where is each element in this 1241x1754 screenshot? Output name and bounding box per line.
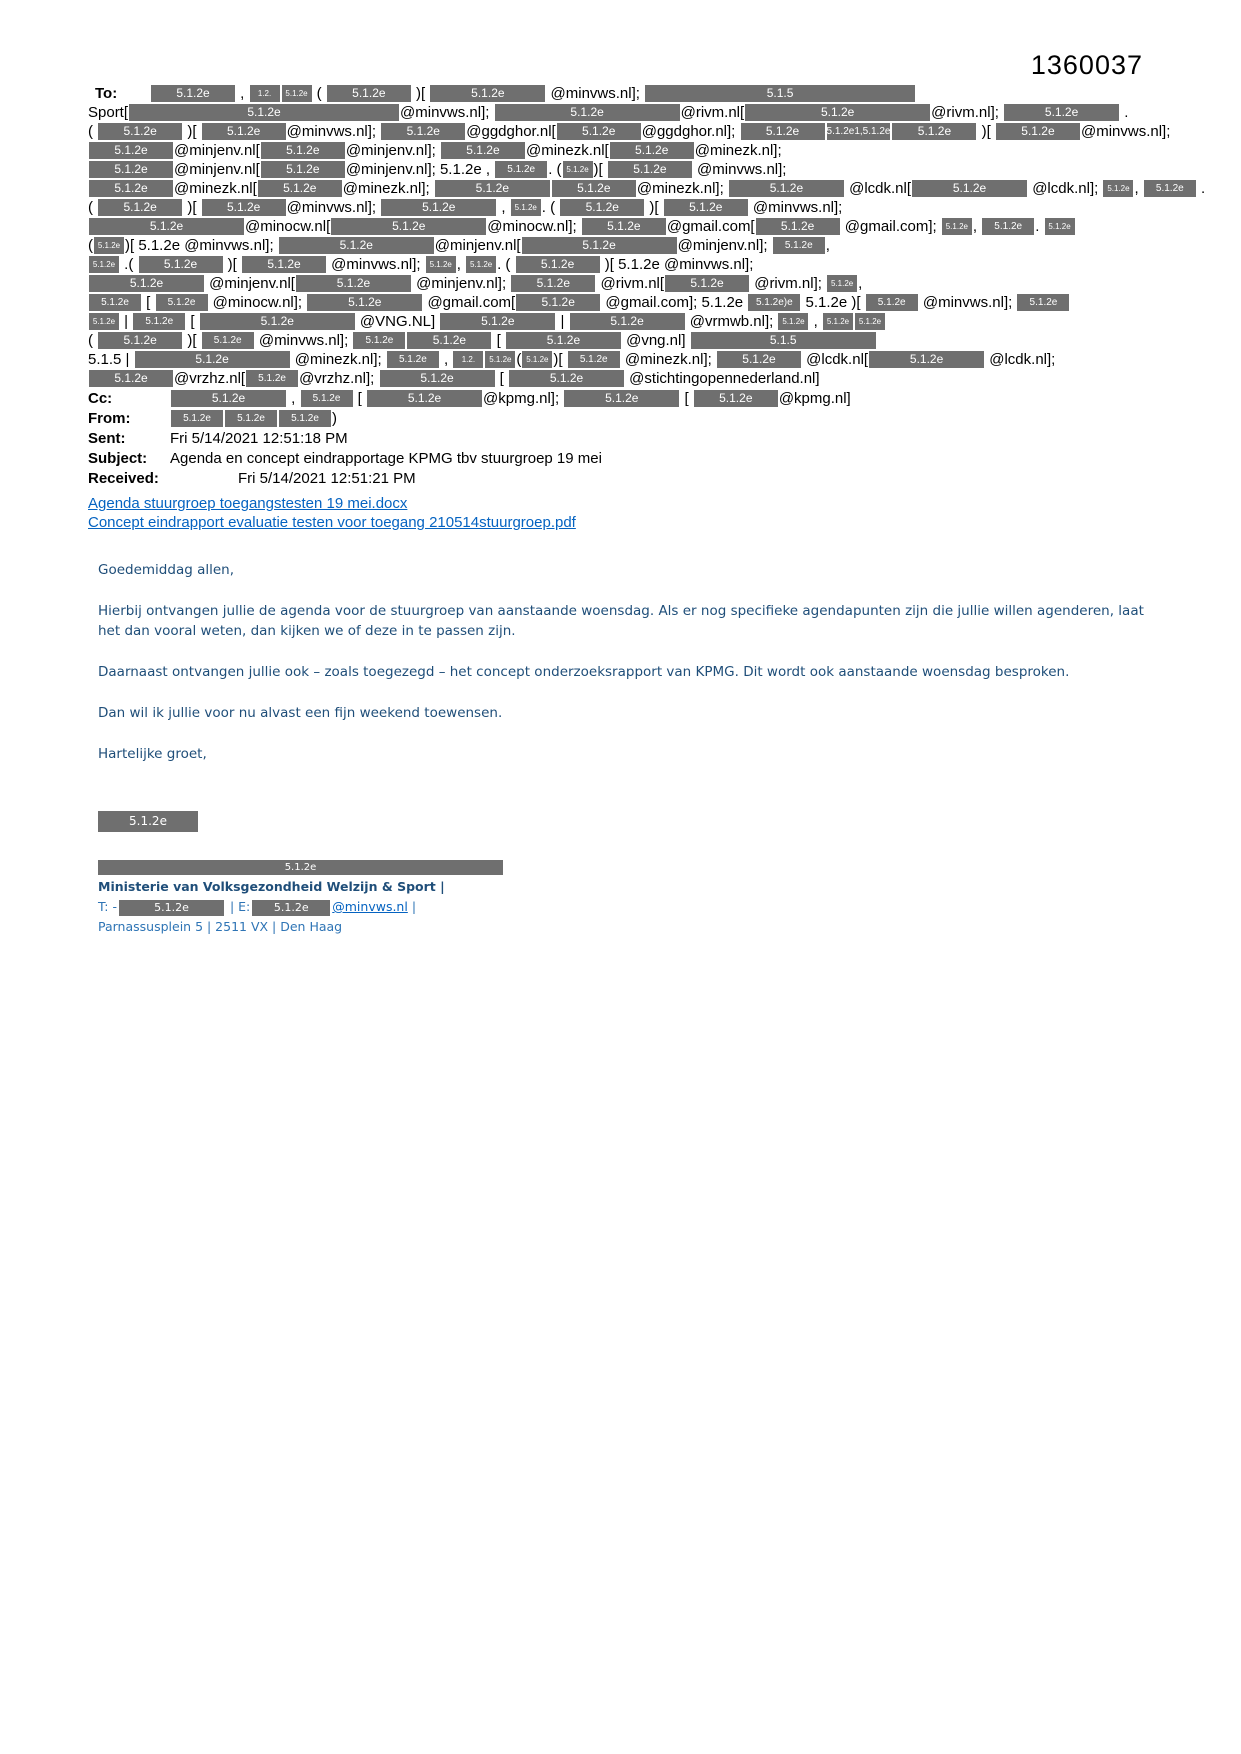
redaction-box: 5.1.2e: [741, 123, 825, 140]
redaction-box: 5.1.2e: [1103, 180, 1133, 197]
header-token: @ggdghor.nl[: [466, 123, 556, 140]
redaction-box: 5.1.2e: [441, 142, 525, 159]
redaction-box: 5.1.2e: [1144, 180, 1196, 197]
redaction-box: 5.1.2e: [563, 161, 593, 178]
received-value: Fri 5/14/2021 12:51:21 PM: [238, 470, 416, 487]
header-token: ,: [236, 85, 249, 102]
header-token: )[ 5.1.2e @minvws.nl];: [125, 237, 278, 254]
header-token: ,: [1134, 180, 1143, 197]
header-token: .(: [120, 256, 138, 273]
header-token: )[: [183, 123, 201, 140]
cc-field: [88, 389, 1163, 408]
header-token: ): [332, 410, 337, 427]
email-domain-link[interactable]: @minvws.nl: [332, 899, 408, 914]
header-token: . (: [541, 199, 560, 216]
subject-value: Agenda en concept eindrapportage KPMG tbv stuurgroep 19 mei: [170, 450, 602, 467]
header-token: |: [556, 313, 569, 330]
signature-bar-redaction: 5.1.2e: [98, 860, 503, 875]
redaction-box: 5.1.2e1,5.1.2e: [827, 123, 891, 140]
header-token: @minjenv.nl[: [174, 142, 260, 159]
redaction-box: 5.1.2e: [98, 332, 182, 349]
header-token: @lcdk.nl];: [1028, 180, 1103, 197]
redaction-box: 5.1.2e: [129, 104, 399, 121]
header-token: @minjenv.nl];: [345, 142, 440, 159]
header-token: .: [1196, 180, 1206, 197]
header-token: @minjenv.nl];: [345, 161, 440, 178]
signature-name-redaction: 5.1.2e: [98, 811, 198, 832]
redaction-box: 1.2.: [453, 351, 483, 368]
header-token: [: [492, 332, 505, 349]
redaction-box: 5.1.2e: [582, 218, 666, 235]
redaction-box: 5.1.2e: [1017, 294, 1069, 311]
redaction-box: 5.1.5: [645, 85, 915, 102]
header-token: [: [495, 370, 509, 387]
redaction-box: 5.1.2e: [485, 351, 515, 368]
redaction-box: 5.1.2e: [279, 237, 434, 254]
signature-organization: Ministerie van Volksgezondheid Welzijn & Sport |: [98, 879, 445, 894]
to-line: [88, 350, 1163, 369]
header-token: )[: [593, 161, 607, 178]
header-token: (: [516, 351, 522, 368]
redaction-box: 5.1.2e: [892, 123, 976, 140]
redaction-box: 5.1.2e: [430, 85, 545, 102]
redaction-box: 5.1.2e: [258, 180, 342, 197]
redaction-box: 5.1.2e: [327, 85, 411, 102]
header-token: @lcdk.nl];: [985, 351, 1056, 368]
redaction-box: 5.1.2e: [89, 218, 244, 235]
to-line: [88, 141, 1163, 160]
redaction-box: 5.1.2e: [511, 275, 595, 292]
to-line: [88, 369, 1163, 388]
header-token: @VNG.NL]: [355, 313, 440, 330]
sent-label: Sent:: [88, 430, 126, 447]
redaction-box: 5.1.2e: [133, 313, 185, 330]
header-token: @kpmg.nl];: [483, 390, 564, 407]
subject-label: Subject:: [88, 450, 148, 467]
header-token: @minvws.nl];: [546, 85, 645, 102]
header-token: ,: [809, 313, 822, 330]
redaction-box: 5.1.2e: [516, 256, 600, 273]
redaction-box: 5.1.2e: [202, 123, 286, 140]
redaction-box: 5.1.2e: [139, 256, 223, 273]
redaction-box: 5.1.2e: [511, 199, 541, 216]
header-token: @minvws.nl];: [286, 123, 381, 140]
redaction-box: 5.1.2e: [94, 237, 124, 254]
header-token: @minjenv.nl[: [174, 161, 260, 178]
header-token: )[: [411, 85, 430, 102]
redaction-box: 5.1.2e: [869, 351, 984, 368]
body-paragraph-1: Hierbij ontvangen jullie de agenda voor de stuurgroep van aanstaande woensdag. Als er nog specifieke agendapunten zijn die jullie willen agenderen, laat het dan vooral weten, dan kijken we of deze in te passen zijn.: [98, 603, 1144, 639]
attachment-link-pdf[interactable]: Concept eindrapport evaluatie testen voor toegang 210514stuurgroep.pdf: [88, 514, 576, 531]
header-token: )[: [553, 351, 567, 368]
header-token: )[ 5.1.2e @minvws.nl];: [600, 256, 754, 273]
header-token: |: [120, 313, 133, 330]
header-token: 5.1.2e )[: [801, 294, 865, 311]
redaction-box: 5.1.2e: [823, 313, 853, 330]
redaction-box: 5.1.2e: [171, 390, 286, 407]
cc-label: Cc:: [88, 390, 113, 407]
redaction-box: 5.1.2e: [380, 370, 495, 387]
redaction-box: 5.1.2e: [367, 390, 482, 407]
header-token: @minvws.nl];: [692, 161, 787, 178]
header-token: ,: [858, 275, 863, 292]
header-token: .: [1035, 218, 1044, 235]
redaction-box: 5.1.2e: [261, 161, 345, 178]
redaction-box: 5.1.2e: [151, 85, 235, 102]
redaction-box: 5.1.2e: [440, 313, 555, 330]
subject-field: [88, 449, 1163, 468]
header-token: @minvws.nl];: [918, 294, 1017, 311]
redaction-box: 5.1.2e: [664, 199, 748, 216]
cc-tokens: [170, 389, 851, 408]
header-token: .: [1120, 104, 1129, 121]
redaction-box: 5.1.2e: [665, 275, 749, 292]
redaction-box: 5.1.2e: [495, 104, 680, 121]
redaction-box: 5.1.2e: [855, 313, 885, 330]
header-token: @rivm.nl];: [750, 275, 827, 292]
redaction-box: 5.1.2e: [89, 294, 141, 311]
redaction-box: 5.1.2e: [778, 313, 808, 330]
phone-prefix: T: -: [98, 899, 117, 914]
header-token: ,: [287, 390, 300, 407]
redaction-box: 5.1.2e: [98, 123, 182, 140]
to-lines: [88, 84, 1206, 388]
redaction-box: 5.1.2e: [279, 410, 331, 427]
redaction-box: 5.1.2e: [407, 332, 491, 349]
redaction-box: 5.1.2e: [89, 180, 173, 197]
header-token: ,: [439, 351, 453, 368]
header-token: @minezk.nl];: [290, 351, 386, 368]
from-tokens: [170, 409, 337, 428]
to-line: [88, 293, 1163, 312]
header-token: 5.1.2e ,: [439, 161, 495, 178]
redaction-box: 5.1.2e: [301, 390, 353, 407]
header-token: @stichtingopennederland.nl]: [625, 370, 820, 387]
redaction-box: 5.1.2e: [1004, 104, 1119, 121]
to-line: [88, 122, 1171, 141]
header-token: @minezk.nl];: [620, 351, 716, 368]
header-token: @minezk.nl];: [694, 142, 782, 159]
header-token: @minezk.nl];: [636, 180, 728, 197]
redaction-box: 5.1.2e: [996, 123, 1080, 140]
redaction-box: 5.1.2e: [426, 256, 456, 273]
header-token: @minvws.nl];: [400, 104, 494, 121]
redaction-box: 5.1.2e: [202, 332, 254, 349]
header-token: @gmail.com]; 5.1.2e: [601, 294, 748, 311]
phone-redaction: 5.1.2e: [119, 900, 224, 916]
redaction-box: 5.1.2e: [509, 370, 624, 387]
redaction-box: 5.1.2e: [942, 218, 972, 235]
to-line: [88, 255, 1163, 274]
header-token: @minezk.nl[: [525, 142, 609, 159]
redaction-box: 5.1.2e: [135, 351, 290, 368]
redaction-box: 5.1.2e: [381, 199, 496, 216]
to-label: To:: [95, 85, 118, 102]
from-field: [88, 409, 1163, 428]
header-token: @vrzhz.nl[: [174, 370, 246, 387]
header-token: ,: [497, 199, 510, 216]
redaction-box: 5.1.2e: [307, 294, 422, 311]
redaction-box: 5.1.2e: [745, 104, 930, 121]
redaction-box: 5.1.2e: [89, 370, 173, 387]
redaction-box: 5.1.2e: [557, 123, 641, 140]
redaction-box: 5.1.2e: [331, 218, 486, 235]
redaction-box: 5.1.2e: [353, 332, 405, 349]
redaction-box: 5.1.2e: [982, 218, 1034, 235]
redaction-box: 5.1.2e: [89, 142, 173, 159]
header-token: @vng.nl]: [621, 332, 690, 349]
header-token: @minjenv.nl];: [677, 237, 772, 254]
email-prefix: | E:: [229, 899, 251, 914]
redaction-box: 5.1.2e: [156, 294, 208, 311]
to-field: [88, 84, 1206, 388]
body-paragraph-2: Daarnaast ontvangen jullie ook – zoals toegezegd – het concept onderzoeksrapport van KPMG. Dit wordt ook aanstaande woensdag besproken.: [98, 664, 1070, 680]
redaction-box: 5.1.2e: [694, 390, 778, 407]
header-token: @minvws.nl];: [327, 256, 425, 273]
header-token: )[: [183, 332, 201, 349]
header-token: [: [353, 390, 367, 407]
header-token: )[: [183, 199, 201, 216]
header-token: [: [186, 313, 199, 330]
header-token: @kpmg.nl]: [778, 390, 851, 407]
redaction-box: 5.1.2e: [200, 313, 355, 330]
header-token: @minocw.nl];: [208, 294, 307, 311]
header-token: @rivm.nl[: [596, 275, 665, 292]
redaction-box: 5.1.2e: [261, 142, 345, 159]
header-token: @rivm.nl[: [680, 104, 745, 121]
redaction-box: 5.1.5: [691, 332, 876, 349]
signature-block: [88, 810, 1163, 934]
redaction-box: 5.1.2e)e: [748, 294, 800, 311]
header-token: @minezk.nl];: [342, 180, 434, 197]
header-token: @vrmwb.nl];: [685, 313, 778, 330]
header-token: @minvws.nl];: [254, 332, 353, 349]
redaction-box: 5.1.2e: [570, 313, 685, 330]
redaction-box: 5.1.2e: [495, 161, 547, 178]
redaction-box: 5.1.2e: [242, 256, 326, 273]
body-closing: Hartelijke groet,: [98, 746, 207, 762]
sent-value: Fri 5/14/2021 12:51:18 PM: [170, 430, 348, 447]
attachment-list: [88, 494, 1163, 532]
email-body: [88, 560, 1163, 764]
to-line: [88, 274, 1163, 293]
header-token: @lcdk.nl[: [844, 180, 912, 197]
redaction-box: 5.1.2e: [756, 218, 840, 235]
header-token: )[: [645, 199, 663, 216]
redaction-box: 5.1.2e: [729, 180, 844, 197]
redaction-box: 5.1.2e: [610, 142, 694, 159]
to-line: [88, 236, 1163, 255]
header-token: ,: [825, 237, 830, 254]
to-line: [88, 84, 1163, 103]
redaction-box: 5.1.2e: [381, 123, 465, 140]
redaction-box: 5.1.2e: [98, 199, 182, 216]
redaction-box: 5.1.2e: [866, 294, 918, 311]
header-token: @lcdk.nl[: [801, 351, 869, 368]
redaction-box: 5.1.2e: [552, 180, 636, 197]
redaction-box: 5.1.2e: [202, 199, 286, 216]
header-token: @minvws.nl];: [748, 199, 843, 216]
header-token: @gmail.com];: [840, 218, 941, 235]
redaction-box: 5.1.2e: [282, 85, 312, 102]
redaction-box: 5.1.2e: [568, 351, 620, 368]
header-token: ,: [456, 256, 466, 273]
redaction-box: 5.1.2e: [1045, 218, 1075, 235]
redaction-box: 5.1.2e: [246, 370, 298, 387]
redaction-box: 5.1.2e: [522, 237, 677, 254]
email-suffix: |: [411, 899, 417, 914]
email-redaction: 5.1.2e: [252, 900, 330, 916]
redaction-box: 5.1.2e: [516, 294, 600, 311]
to-line: [88, 217, 1163, 236]
header-token: 5.1.5 |: [88, 351, 134, 368]
header-token: [: [680, 390, 693, 407]
redaction-box: 5.1.2e: [466, 256, 496, 273]
header-token: (: [88, 332, 98, 349]
header-token: @rivm.nl];: [931, 104, 1004, 121]
redaction-box: 5.1.2e: [522, 351, 552, 368]
redaction-box: 5.1.2e: [89, 275, 204, 292]
from-label: From:: [88, 410, 131, 427]
header-token: )[: [223, 256, 241, 273]
signature-contact-line: [98, 897, 1163, 917]
attachment-link-docx[interactable]: Agenda stuurgroep toegangstesten 19 mei.docx: [88, 495, 408, 512]
body-greeting: Goedemiddag allen,: [98, 562, 235, 578]
redaction-box: 5.1.2e: [827, 275, 857, 292]
to-line: [88, 160, 1163, 179]
redaction-box: 5.1.2e: [608, 161, 692, 178]
header-token: @minezk.nl[: [174, 180, 257, 197]
redaction-box: 5.1.2e: [564, 390, 679, 407]
redaction-box: 5.1.2e: [296, 275, 411, 292]
header-token: @minocw.nl];: [487, 218, 581, 235]
header-token: (: [88, 199, 98, 216]
received-field: [88, 469, 1163, 488]
redaction-box: 5.1.2e: [89, 313, 119, 330]
to-line: [88, 179, 1206, 198]
to-line: [88, 198, 1163, 217]
header-token: @minjenv.nl];: [411, 275, 511, 292]
redaction-box: 5.1.2e: [89, 161, 173, 178]
redaction-box: 1.2.: [250, 85, 280, 102]
header-token: ,: [972, 218, 982, 235]
redaction-box: 5.1.2e: [912, 180, 1027, 197]
header-token: (: [312, 85, 326, 102]
received-label: Received:: [88, 470, 159, 487]
header-token: @minvws.nl];: [1080, 123, 1171, 140]
body-paragraph-3: Dan wil ik jullie voor nu alvast een fijn weekend toewensen.: [98, 705, 503, 721]
document-id: 1360037: [1030, 50, 1143, 80]
redaction-box: 5.1.2e: [506, 332, 621, 349]
redaction-box: 5.1.2e: [171, 410, 223, 427]
to-line: [88, 103, 1163, 122]
redaction-box: 5.1.2e: [435, 180, 550, 197]
header-token: @gmail.com[: [666, 218, 755, 235]
redaction-box: 5.1.2e: [89, 256, 119, 273]
header-token: [: [142, 294, 155, 311]
header-token: . (: [497, 256, 515, 273]
header-token: @gmail.com[: [423, 294, 516, 311]
header-token: Sport[: [88, 104, 129, 121]
redaction-box: 5.1.2e: [560, 199, 644, 216]
redaction-box: 5.1.2e: [717, 351, 801, 368]
to-line: [88, 331, 1163, 350]
header-token: @minvws.nl];: [286, 199, 381, 216]
header-token: . (: [548, 161, 562, 178]
sent-field: [88, 429, 1163, 448]
header-token: @minjenv.nl[: [434, 237, 521, 254]
header-token: (: [88, 123, 98, 140]
header-token: )[: [977, 123, 995, 140]
signature-address: Parnassusplein 5 | 2511 VX | Den Haag: [98, 919, 343, 934]
email-message: [88, 84, 1206, 934]
header-token: @minjenv.nl[: [205, 275, 295, 292]
redaction-box: 5.1.2e: [387, 351, 439, 368]
header-token: (: [88, 237, 93, 254]
redaction-box: 5.1.2e: [773, 237, 825, 254]
header-token: @vrzhz.nl];: [299, 370, 379, 387]
header-token: @minocw.nl[: [245, 218, 331, 235]
to-line: [88, 312, 1163, 331]
header-token: @ggdghor.nl];: [641, 123, 740, 140]
redaction-box: 5.1.2e: [225, 410, 277, 427]
